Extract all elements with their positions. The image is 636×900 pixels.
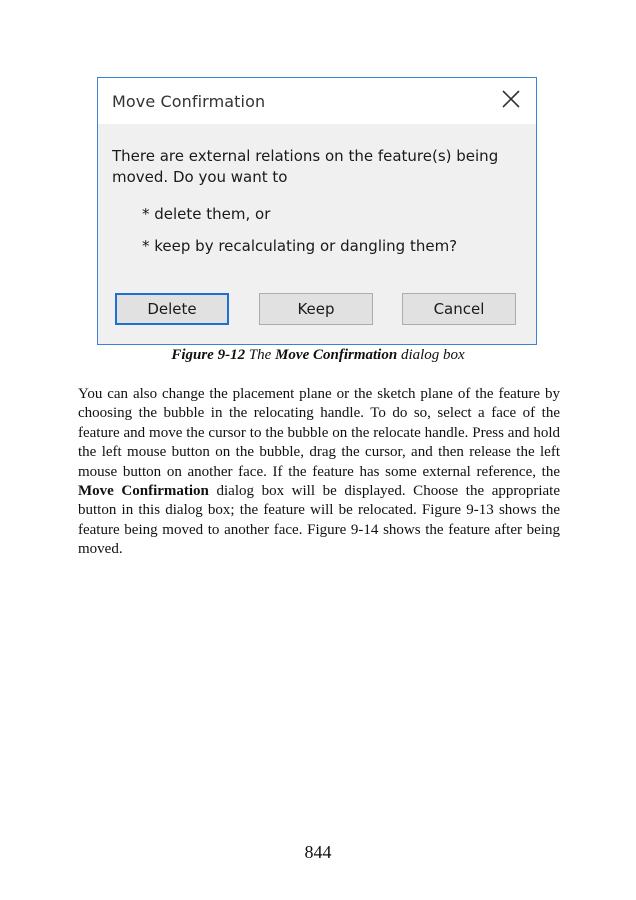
paragraph-part1: You can also change the placement plane or the sketch plane of the feature by choosing the bubble in the relocating handle. To do so, select a face of the feature and move the cursor to the bubble on the relocate handle. Press and hold the left mouse button on the bubble, drag the cursor, and then release the left mouse button on another face. If the feature has some external reference, the [78,386,560,480]
dialog-title: Move Confirmation [112,92,266,111]
page-number: 844 [304,842,332,862]
dialog-titlebar [98,78,536,124]
paragraph-bold-term: Move Confirmation [78,483,209,500]
cancel-button[interactable]: Cancel [402,293,516,325]
paragraph-part2: dialog box will be displayed. Choose the appropriate button in this dialog box; the feature will be relocated. Figure 9-13 shows the feature being moved to another face. Figure 9-14 shows the feature after being moved. [78,483,560,558]
dialog-body [112,146,526,255]
dialog-option-delete: * delete them, or [142,205,271,223]
caption-dialog-name: Move Confirmation [275,347,398,363]
close-icon-glyph [502,90,520,108]
figure-caption [0,347,636,364]
figure-number: Figure 9-12 [171,347,246,363]
move-confirmation-dialog [97,77,537,345]
delete-button[interactable]: Delete [115,293,229,325]
body-paragraph [78,385,560,560]
close-icon[interactable] [500,88,522,110]
caption-post: dialog box [400,347,465,363]
dialog-option-keep: * keep by recalculating or dangling them? [142,237,458,255]
dialog-message: There are external relations on the feature(s) being moved. Do you want to [112,147,499,186]
keep-button[interactable]: Keep [259,293,373,325]
caption-pre: The [248,347,272,363]
